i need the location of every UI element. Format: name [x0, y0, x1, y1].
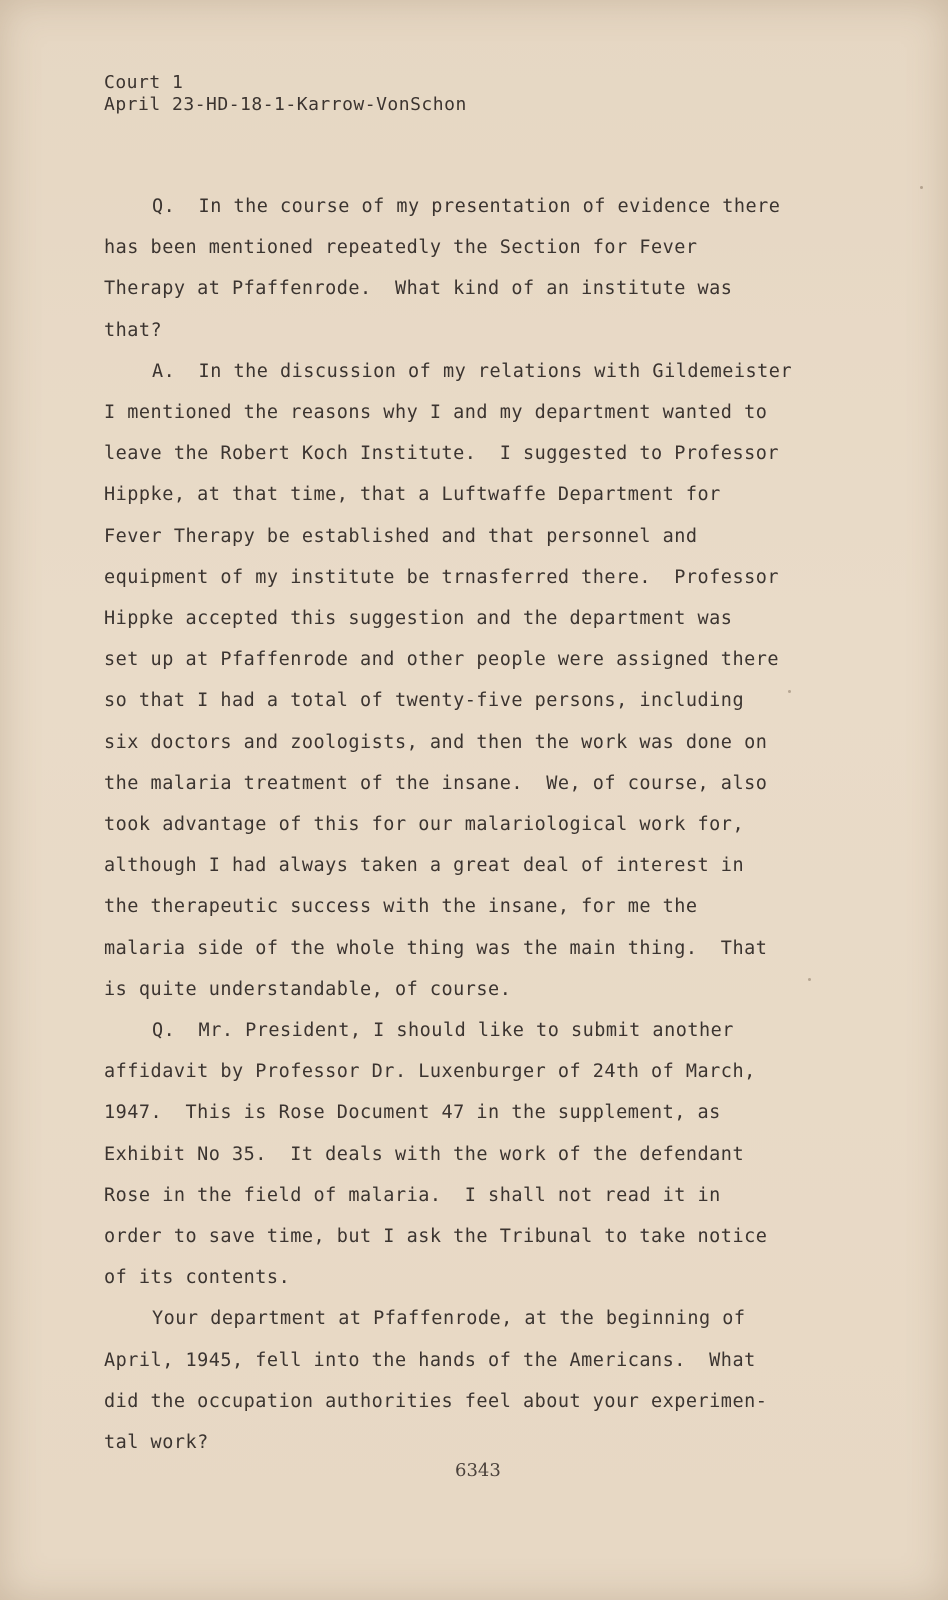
text-line: Your department at Pfaffenrode, at the beginning of: [152, 1308, 746, 1330]
text-line: order to save time, but I ask the Tribunal to take notice: [104, 1226, 768, 1248]
text-line: took advantage of this for our malariological work for,: [104, 814, 745, 836]
paragraph-question-1: [104, 186, 834, 351]
text-line: tal work?: [104, 1432, 209, 1454]
text-line: of its contents.: [104, 1267, 291, 1289]
text-line: is quite understandable, of course.: [104, 978, 512, 1000]
text-line: did the occupation authorities feel about your experimen-: [104, 1390, 768, 1412]
text-line: the malaria treatment of the insane. We, of course, also: [104, 772, 768, 794]
court-label: Court 1: [104, 72, 184, 93]
paragraph-question-3: [104, 1298, 834, 1463]
text-line: set up at Pfaffenrode and other people were assigned there: [104, 649, 780, 671]
text-line: leave the Robert Koch Institute. I suggested to Professor: [104, 443, 780, 465]
text-line: Q. In the course of my presentation of evidence there: [152, 196, 781, 217]
text-line: malaria side of the whole thing was the main thing. That: [104, 937, 768, 959]
text-line: has been mentioned repeatedly the Section for Fever: [104, 237, 698, 259]
text-line: Fever Therapy be established and that personnel and: [104, 525, 698, 547]
document-header: [104, 72, 467, 116]
paper-speck: [808, 978, 811, 981]
transcript-body: [104, 186, 834, 1463]
text-line: Hippke accepted this suggestion and the department was: [104, 608, 733, 630]
session-reference: April 23-HD-18-1-Karrow-VonSchon: [104, 94, 467, 115]
text-line: although I had always taken a great deal of interest in: [104, 855, 745, 877]
paper-speck: [920, 186, 923, 189]
text-line: affidavit by Professor Dr. Luxenburger of 24th of March,: [104, 1061, 756, 1083]
text-line: Rose in the field of malaria. I shall not read it in: [104, 1184, 721, 1206]
paragraph-question-2: [104, 1010, 834, 1298]
text-line: that?: [104, 319, 163, 341]
page-number: 6343: [455, 1460, 501, 1481]
text-line: Hippke, at that time, that a Luftwaffe Department for: [104, 484, 721, 506]
paragraph-answer-1: [104, 351, 834, 1010]
text-line: Q. Mr. President, I should like to submit another: [152, 1020, 734, 1042]
paper-speck: [788, 690, 791, 693]
text-line: 1947. This is Rose Document 47 in the supplement, as: [104, 1102, 721, 1124]
text-line: Exhibit No 35. It deals with the work of the defendant: [104, 1143, 745, 1165]
text-line: Therapy at Pfaffenrode. What kind of an institute was: [104, 278, 733, 300]
text-line: the therapeutic success with the insane, for me the: [104, 896, 698, 918]
text-line: April, 1945, fell into the hands of the Americans. What: [104, 1349, 756, 1371]
text-line: six doctors and zoologists, and then the work was done on: [104, 731, 768, 753]
text-line: equipment of my institute be trnasferred there. Professor: [104, 566, 780, 588]
text-line: I mentioned the reasons why I and my department wanted to: [104, 402, 768, 424]
text-line: so that I had a total of twenty-five persons, including: [104, 690, 745, 712]
text-line: A. In the discussion of my relations with Gildemeister: [152, 360, 793, 382]
